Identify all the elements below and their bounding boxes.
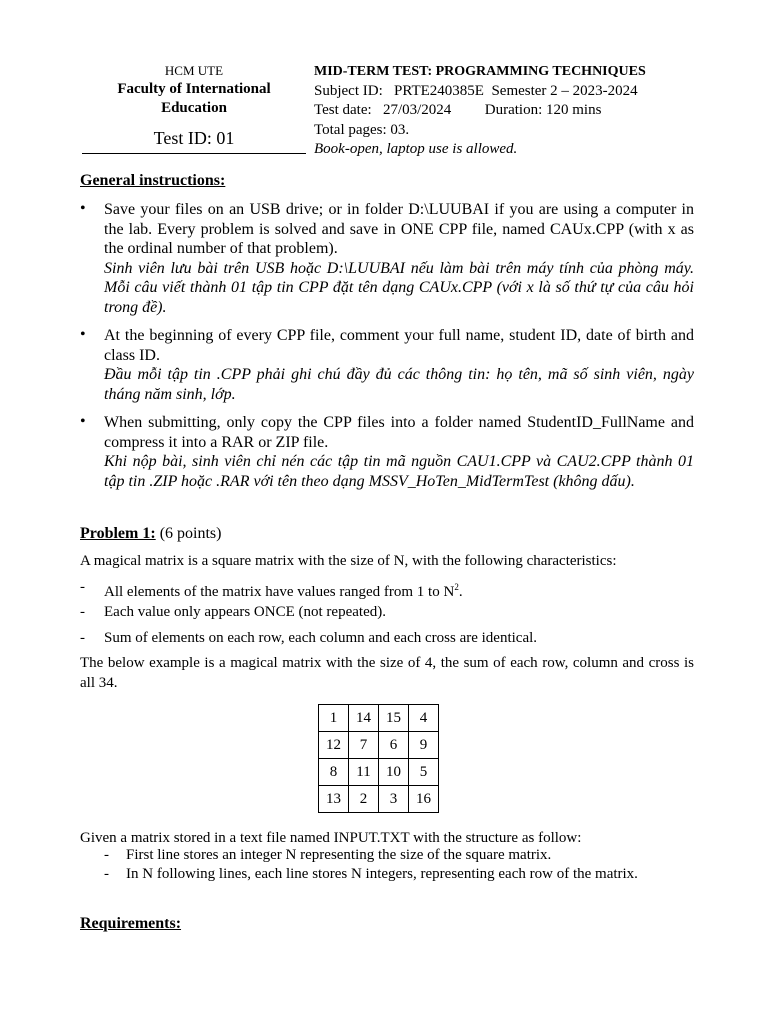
date-value: 27/03/2024 <box>382 102 452 118</box>
instruction-item-1 <box>80 200 694 318</box>
rule-1-superscript: 2 <box>454 582 459 592</box>
matrix-cell: 12 <box>319 732 349 759</box>
matrix-cell: 10 <box>379 759 409 786</box>
problem-1-title: Problem 1: <box>80 525 156 542</box>
matrix-cell: 6 <box>379 732 409 759</box>
rule-3-text: Sum of elements on each row, each column and each cross are identical. <box>104 630 538 646</box>
problem-1-intro: A magical matrix is a square matrix with the size of N, with the following characteristics: <box>80 553 617 569</box>
structure-1-text: First line stores an integer N representing the size of the square matrix. <box>126 847 552 863</box>
subject-value: PRTE240385E <box>394 82 484 99</box>
test-title: MID-TERM TEST: PROGRAMMING TECHNIQUES <box>314 64 646 79</box>
instruction-2-vi: Đầu mỗi tập tin .CPP phải ghi chú đầy đủ các thông tin: họ tên, mã số sinh viên, ngày tháng năm sinh, lớp. <box>104 366 694 403</box>
duration: Duration: 120 mins <box>484 102 602 118</box>
matrix-cell: 1 <box>319 705 349 732</box>
matrix-row <box>319 786 439 813</box>
instruction-1-vi: Sinh viên lưu bài trên USB hoặc D:\LUUBAI nếu làm bài trên máy tính của phòng máy. Mỗi câu viết thành 01 tập tin CPP đặt tên dạng CAUx.CPP (với x là số thứ tự của câu hỏi trong đề). <box>104 259 694 316</box>
rule-3 <box>80 628 694 648</box>
matrix-cell: 2 <box>349 786 379 813</box>
matrix-cell: 3 <box>379 786 409 813</box>
subject-label: Subject ID: <box>314 82 383 99</box>
matrix-cell: 9 <box>409 732 439 759</box>
matrix-cell: 16 <box>409 786 439 813</box>
bullet-icon: • <box>80 326 86 343</box>
problem-1-points: (6 points) <box>155 525 222 542</box>
semester: Semester 2 – 2023-2024 <box>491 82 638 99</box>
bullet-icon: • <box>80 200 86 217</box>
matrix-cell: 13 <box>319 786 349 813</box>
dash-marker: - <box>104 847 109 863</box>
faculty-line-2: Education <box>161 100 227 116</box>
rule-1-text: All elements of the matrix have values ranged from 1 to N <box>104 584 455 600</box>
date-label: Test date: <box>314 102 372 118</box>
requirements-label: Requirements: <box>80 915 182 932</box>
instruction-item-3 <box>80 413 694 491</box>
magic-matrix-table <box>318 704 439 813</box>
requirements-title <box>80 915 181 933</box>
matrix-row <box>319 705 439 732</box>
matrix-row <box>319 732 439 759</box>
instructions-title: General instructions: <box>80 172 226 189</box>
structure-2-text: In N following lines, each line stores N integers, representing each row of the matrix. <box>126 866 638 882</box>
test-id: Test ID: 01 <box>153 128 235 148</box>
structure-2 <box>104 865 694 884</box>
matrix-cell: 11 <box>349 759 379 786</box>
rule-2 <box>80 602 694 622</box>
instruction-1-en: Save your files on an USB drive; or in folder D:\LUUBAI if you are using a computer in the lab. Every problem is solved and save in ONE CPP file, named CAUx.CPP (with x as the ordinal number of that problem). <box>104 201 694 258</box>
structure-1 <box>104 846 694 865</box>
matrix-row <box>319 759 439 786</box>
dash-marker: - <box>80 630 85 646</box>
matrix-cell: 14 <box>349 705 379 732</box>
total-pages: Total pages: 03. <box>314 121 410 138</box>
matrix-cell: 7 <box>349 732 379 759</box>
matrix-cell: 4 <box>409 705 439 732</box>
example-text: The below example is a magical matrix with the size of 4, the sum of each row, column and cross is all 34. <box>80 655 694 691</box>
bullet-icon: • <box>80 413 86 430</box>
dash-marker: - <box>80 604 85 620</box>
header-right-block <box>314 62 646 160</box>
rule-2-text: Each value only appears ONCE (not repeated). <box>104 604 386 620</box>
rule-1-end: . <box>458 584 463 600</box>
school-name: HCM UTE <box>164 63 224 78</box>
instruction-2-en: At the beginning of every CPP file, comment your full name, student ID, date of birth and class ID. <box>104 327 694 364</box>
instruction-3-en: When submitting, only copy the CPP files into a folder named StudentID_FullName and compress it into a RAR or ZIP file. <box>104 414 694 451</box>
instruction-3-vi: Khi nộp bài, sinh viên chỉ nén các tập tin mã nguồn CAU1.CPP và CAU2.CPP thành 01 tập tin .ZIP hoặc .RAR với tên theo dạng MSSV_HoTen_MidTermTest (không dấu). <box>104 453 694 490</box>
matrix-cell: 5 <box>409 759 439 786</box>
header-divider <box>82 153 306 154</box>
matrix-cell: 15 <box>379 705 409 732</box>
dash-marker: - <box>104 866 109 882</box>
dash-marker: - <box>80 579 85 595</box>
date-line <box>314 101 646 121</box>
matrix-cell: 8 <box>319 759 349 786</box>
header-left-block <box>82 62 306 149</box>
subject-line <box>314 82 646 102</box>
given-text: Given a matrix stored in a text file named INPUT.TXT with the structure as follow: <box>80 830 582 846</box>
rule-1 <box>80 577 694 602</box>
instruction-item-2 <box>80 326 694 404</box>
problem-1-heading <box>80 525 221 543</box>
faculty-line-1: Faculty of International <box>117 81 271 97</box>
allowed-materials: Book-open, laptop use is allowed. <box>314 141 518 157</box>
